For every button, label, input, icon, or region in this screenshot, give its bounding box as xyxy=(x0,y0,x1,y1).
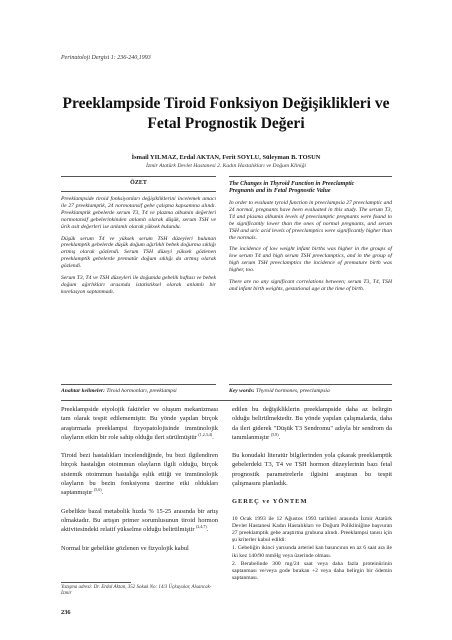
keywords-en-label: Key words: xyxy=(229,388,255,394)
abstract-tr-bottom-rule xyxy=(61,384,216,385)
abstract-en-heading-line-2: Pregnants and its Fetal Prognostic Value xyxy=(229,188,331,194)
body-paragraph: Normal bir gebelikte gözlenen ve fizyolojik kabul xyxy=(61,544,189,552)
body-paragraph: edilen bu değişikliklerin preeklampside daha az belirgin olduğu belirtilmektedir. Bu yönde yapılan çalışmalarda, daha da ileri giderek "Düşük T3 Sendromu" adıyla bir sendrom da tanımlanmıştır $^{(5,8)}$. xyxy=(232,406,392,441)
abstract-en-paragraph: In order to evaluate tyroid function in preeclampsia 27 preeclamptic and 24 normal, pregnants have been evaluated in this study. The serum T3, T4 and plasma albumin levels of preeclamptic pregnants were found to be significantly lower than the ones of normal pregnants, and serum TSH and uric acid levels of preeclamptics were significantly higher than the normals. xyxy=(229,200,392,241)
abstract-en-heading-line-1: The Changes in Thyroid Function in Preeclamptic xyxy=(229,181,355,187)
criteria-item: 1. Gebeliğin ikinci yarısında arteriel kan basıncının en az 6 saat ara ile iki kez 140/90 mmHg veya üzerinde olması. xyxy=(232,545,392,559)
criteria-item: 2. Berabelinde 300 mg/24 saat veya daha fazla proteinürinin saptanması ve/veya gode bırakan +2 veya daha belirgin bir ödemin saptanması. xyxy=(232,560,392,582)
body-column-left xyxy=(61,405,218,562)
body-paragraph: Bu konudaki literatür bilgilerinden yola çıkarak preeklamptik gebelerdeki T3, T4 ve TSH hormon düzeylerinin bazı fetal prognostik parametrelerle ilgisini araştıran bu tespit çalışmasını planladık. xyxy=(232,452,392,488)
article-title-line-1: Preeklampside Tiroid Fonksiyon Değişiklikleri ve xyxy=(62,95,390,112)
body-paragraph: Gebelikte bazal metabolik hızda % 15-25 arasında bir artış olmaktadır. Bu artışın primer sorumlusunun tiroid hormon aktivitesindeki relatif yükselme olduğu belirtilmiştir $^{(2,4,7)}$. xyxy=(61,507,218,534)
abstract-tr-paragraph: Preeklampside tiroid fonksiyonları değişikliklerini incelemek amacı ile 27 preeklamptik, 24 normotansif gebe çalışma kapsamına alındı. Preeklamptik gebelerde serum T3, T4 ve plazma albumin değerleri normotansif gebelerinkinden anlamlı olarak düşük, serum TSH ve ürik asit değerleri ise anlamlı olarak yüksek bulundu. xyxy=(61,196,216,230)
body-paragraph: Preeklampside etyolojik faktörler ve oluşum mekanizması tam olarak tespit edilememiştir. Bu yönde yapılan birçok araştırmada preeklampsi fizyopatolojisinde immünolojik olayların etkin bir role sahip olduğu ileri sürülmüştür $^{(1,2,3,4)}$. xyxy=(61,406,218,441)
keywords-tr xyxy=(61,388,221,394)
footnote-rule xyxy=(61,582,131,583)
author-list: İsmail YILMAZ, Erdal AKTAN, Ferit SOYLU, Süleyman B. TOSUN xyxy=(131,154,321,161)
abstract-tr xyxy=(61,180,216,301)
abstract-en-bottom-rule xyxy=(229,384,392,385)
body-separator-rule xyxy=(61,400,392,401)
citation: (5,8) xyxy=(270,431,279,437)
abstract-tr-paragraph: Serum T3, T4 ve TSH düzeyleri ile doğumda gebelik haftası ve bebek doğum ağırlıkları arasında istatistiksel olarak anlamlı bir korelasyon saptanmadı. xyxy=(61,275,216,295)
journal-reference: Perinatoloji Dergisi 1: 236-240,1993 xyxy=(61,55,151,61)
abstract-tr-top-rule xyxy=(61,176,216,177)
correspondence-footnote: Yazışma adresi: Dr. Erdal Aktan, 352 Sokak No: 14/3 Üçkuyular, Alsancak-İzmir xyxy=(61,585,212,596)
abstract-en-paragraph: The incidence of low weight infant births was higher in the groups of low serum T4 and high serum TSH preeclamptics, and in the group of high serum TSH preeclamptics the incidence of premature birth was higher, too. xyxy=(229,246,392,274)
citation: (5,6) xyxy=(93,487,102,493)
body-column-right xyxy=(232,405,392,584)
abstract-tr-paragraph: Düşük serum T4 ve yüksek serum TSH düzeyleri bulunan preeklamptik gebelerde düşük doğum ağırlıklı bebek doğurma sıklığı artmış olarak gözlendi. Serum TSH düzeyi yüksek gözlenen preeklamptik gebelerde prematür doğum sıklığı da artmış olarak gözlendi. xyxy=(61,235,216,270)
methods-text xyxy=(232,516,392,583)
citation: (1,2,3,4) xyxy=(198,431,213,437)
abstract-en-top-rule xyxy=(229,176,392,177)
body-paragraph: Tiroid bezi hastalıkları incelendiğinde, bu bezi ilgilendiren birçok hastalığın otoimmun olayların ilgili olduğu, birçok sistemik otoimmun hastalığa eşlik ettiği ve immünolojik olayların bu bezin fonksiyonu üzerine etki oldukları saptanmıştır $^{(5,6)}$. xyxy=(61,452,218,497)
page-number: 236 xyxy=(61,609,71,616)
abstract-tr-heading: ÖZET xyxy=(130,180,147,186)
section-heading: GEREÇ ve YÖNTEM xyxy=(232,498,308,506)
body-paragraph: 10 Ocak 1993 ile 12 Ağustos 1993 tarihleri arasında İzmir Atatürk Devlet Hastanesi Kadın Hastalıkları ve Doğum Polikliniğine başvuran 27 preeklamptik gebe araştırma grubuna alındı. Preeklampsi tanısı için şu kriterler kabul edildi: xyxy=(232,515,392,544)
article-title-line-2: Fetal Prognostik Değeri xyxy=(147,115,305,132)
keywords-en-value: Thyroid hormones, preeclampsia xyxy=(256,388,330,394)
abstract-en xyxy=(229,181,392,298)
keywords-en xyxy=(229,388,394,394)
keywords-tr-value: Tiroid hormonları, preeklampsi xyxy=(106,388,177,394)
affiliation: İzmir Atatürk Devlet Hastanesi 2. Kadın Hastalıkları ve Doğum Kliniği xyxy=(146,163,306,169)
citation: (2,4,7) xyxy=(196,524,207,530)
abstract-en-paragraph: There are no any significant correlations between; serum T3, T4, TSH and infant birth weights, gestational age at the time of birth. xyxy=(229,279,392,292)
abstract-tr-heading-rule xyxy=(61,191,216,192)
keywords-tr-label: Anahtar kelimeler: xyxy=(61,388,105,394)
